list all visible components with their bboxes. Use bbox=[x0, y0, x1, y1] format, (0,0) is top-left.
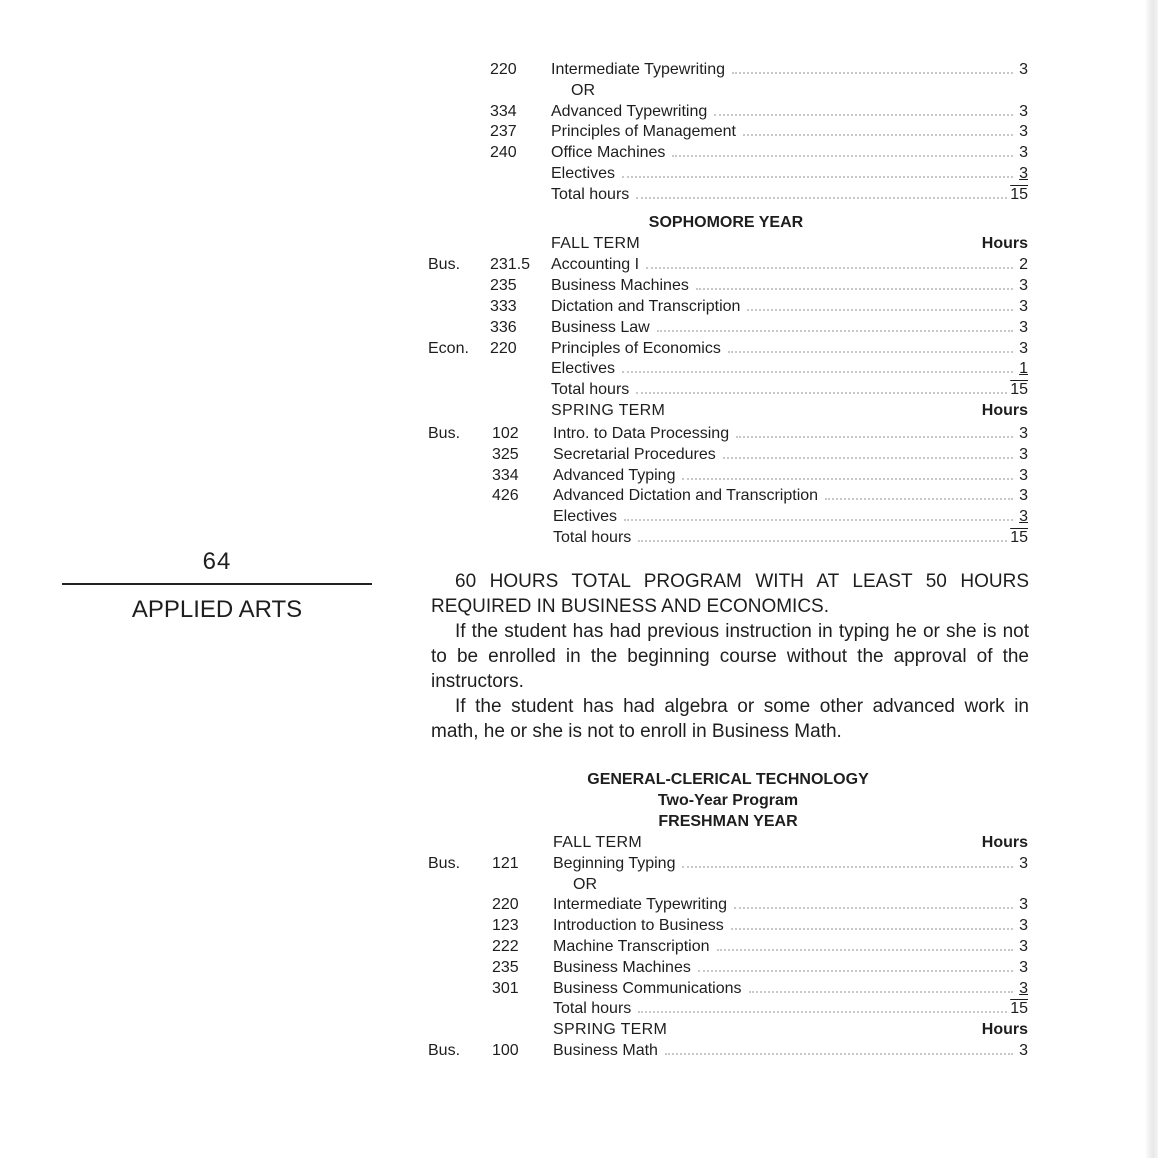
course-number: 333 bbox=[490, 297, 517, 315]
course-line bbox=[551, 163, 1028, 184]
term-header-row bbox=[428, 1019, 1028, 1040]
course-line bbox=[551, 296, 1028, 317]
course-title: Total hours bbox=[553, 1000, 632, 1018]
course-line bbox=[551, 80, 1028, 101]
dot-leader bbox=[747, 296, 1013, 311]
course-number: 231.5 bbox=[490, 255, 531, 273]
course-title: Business Math bbox=[553, 1042, 658, 1059]
heading-program: GENERAL-CLERICAL TECHNOLOGY bbox=[587, 771, 869, 788]
credit-hours: 1 bbox=[1019, 360, 1028, 378]
credit-hours: 3 bbox=[1019, 165, 1028, 182]
hours-column-label: Hours bbox=[981, 1021, 1028, 1039]
dot-leader bbox=[636, 184, 1007, 199]
course-row bbox=[428, 978, 1028, 999]
course-line bbox=[553, 1019, 1028, 1040]
dot-leader bbox=[638, 527, 1007, 542]
course-row bbox=[428, 358, 1028, 379]
course-line bbox=[553, 1040, 1028, 1061]
heading-sophomore-year: SOPHOMORE YEAR bbox=[648, 214, 804, 231]
course-row bbox=[428, 936, 1028, 957]
course-title: Intermediate Typewriting bbox=[551, 61, 726, 78]
credit-hours: 3 bbox=[1019, 938, 1028, 955]
course-title: Total hours bbox=[551, 381, 630, 399]
dot-leader bbox=[698, 957, 1013, 972]
dot-leader bbox=[672, 142, 1013, 157]
course-line bbox=[553, 465, 1028, 486]
credit-hours: 3 bbox=[1019, 466, 1028, 484]
course-row bbox=[428, 59, 1028, 80]
course-number: 121 bbox=[492, 854, 519, 872]
page-edge-shadow bbox=[1146, 0, 1158, 1158]
course-number: 123 bbox=[492, 917, 519, 935]
course-title: Accounting I bbox=[551, 255, 640, 273]
course-row bbox=[428, 338, 1028, 359]
heading-freshman-year: FRESHMAN YEAR bbox=[658, 813, 798, 830]
course-row bbox=[428, 317, 1028, 338]
dot-leader bbox=[622, 163, 1013, 178]
course-number: 237 bbox=[490, 123, 517, 141]
note-total-hours: 60 HOURS TOTAL PROGRAM WITH AT LEAST 50 HOURS REQUIRED IN BUSINESS AND ECONOMICS. bbox=[431, 571, 1029, 617]
course-number: 301 bbox=[492, 979, 519, 997]
course-line bbox=[553, 957, 1028, 978]
course-line bbox=[551, 184, 1028, 205]
course-line bbox=[551, 400, 1028, 421]
course-number: 334 bbox=[492, 466, 519, 484]
course-line bbox=[553, 832, 1028, 853]
course-line bbox=[553, 485, 1028, 506]
term-header-row bbox=[428, 233, 1028, 254]
course-title: Electives bbox=[551, 165, 616, 182]
course-title: OR bbox=[573, 875, 597, 893]
dot-leader bbox=[728, 338, 1013, 353]
course-line bbox=[553, 874, 1028, 895]
course-line bbox=[553, 936, 1028, 957]
term-label: FALL TERM bbox=[553, 834, 642, 851]
course-title: Business Communications bbox=[553, 979, 742, 997]
course-number: 222 bbox=[492, 938, 519, 955]
dot-leader bbox=[714, 101, 1013, 116]
department-prefix: Econ. bbox=[428, 339, 469, 357]
credit-hours: 3 bbox=[1019, 276, 1028, 294]
credit-hours: 3 bbox=[1019, 508, 1028, 526]
credit-hours: 3 bbox=[1019, 425, 1028, 442]
heading-two-year: Two-Year Program bbox=[657, 792, 799, 809]
credit-hours: 3 bbox=[1019, 297, 1028, 315]
course-number: 325 bbox=[492, 445, 519, 463]
course-line bbox=[551, 338, 1028, 359]
course-line bbox=[551, 121, 1028, 142]
course-row bbox=[428, 296, 1028, 317]
course-line bbox=[553, 998, 1028, 1019]
credit-hours: 3 bbox=[1019, 102, 1028, 120]
spacer bbox=[669, 400, 982, 421]
credit-hours: 3 bbox=[1019, 896, 1028, 914]
course-title: Secretarial Procedures bbox=[553, 445, 716, 463]
course-line bbox=[551, 275, 1028, 296]
dot-leader bbox=[636, 379, 1007, 394]
credit-hours: 3 bbox=[1019, 1042, 1028, 1059]
course-number: 220 bbox=[490, 61, 517, 78]
course-number: 235 bbox=[490, 276, 517, 294]
course-title: Intro. to Data Processing bbox=[553, 425, 730, 442]
course-title: Beginning Typing bbox=[553, 854, 676, 872]
dot-leader bbox=[743, 121, 1013, 136]
course-row bbox=[428, 184, 1028, 205]
course-title: Electives bbox=[553, 508, 618, 526]
course-row bbox=[428, 894, 1028, 915]
hours-column-label: Hours bbox=[981, 402, 1028, 420]
course-title: Advanced Dictation and Transcription bbox=[553, 487, 819, 505]
course-line bbox=[551, 379, 1028, 400]
course-line bbox=[553, 978, 1028, 999]
course-row bbox=[428, 465, 1028, 486]
course-row bbox=[428, 423, 1028, 444]
course-row bbox=[428, 101, 1028, 122]
dot-leader bbox=[682, 465, 1013, 480]
department-prefix: Bus. bbox=[428, 854, 461, 872]
course-line bbox=[553, 853, 1028, 874]
course-title: Advanced Typing bbox=[553, 466, 676, 484]
course-title: Intermediate Typewriting bbox=[553, 896, 728, 914]
course-title: Dictation and Transcription bbox=[551, 297, 741, 315]
course-number: 102 bbox=[492, 425, 519, 442]
course-number: 426 bbox=[492, 487, 519, 505]
credit-hours: 3 bbox=[1019, 123, 1028, 141]
term-label: FALL TERM bbox=[551, 235, 640, 252]
course-title: Advanced Typewriting bbox=[551, 102, 708, 120]
course-number: 220 bbox=[492, 896, 519, 914]
page-number: 64 bbox=[202, 548, 232, 575]
credit-hours: 3 bbox=[1019, 979, 1028, 997]
credit-hours: 3 bbox=[1019, 61, 1028, 78]
course-line bbox=[553, 444, 1028, 465]
course-line bbox=[551, 358, 1028, 379]
department-prefix: Bus. bbox=[428, 255, 461, 273]
course-line bbox=[553, 527, 1028, 548]
course-number: 334 bbox=[490, 102, 517, 120]
dot-leader bbox=[657, 317, 1013, 332]
dot-leader bbox=[665, 1040, 1013, 1055]
course-row bbox=[428, 142, 1028, 163]
course-number: 220 bbox=[490, 339, 517, 357]
course-row bbox=[428, 957, 1028, 978]
credit-hours: 3 bbox=[1019, 318, 1028, 336]
dot-leader bbox=[682, 853, 1013, 868]
course-line bbox=[553, 915, 1028, 936]
term-header-row bbox=[428, 832, 1028, 853]
course-title: Total hours bbox=[551, 185, 630, 203]
course-row bbox=[428, 998, 1028, 1019]
or-row bbox=[428, 80, 1028, 101]
course-row bbox=[428, 254, 1028, 275]
dot-leader bbox=[731, 915, 1013, 930]
course-number: 235 bbox=[492, 958, 519, 976]
course-line bbox=[553, 423, 1028, 444]
course-title: Total hours bbox=[553, 529, 632, 546]
course-line bbox=[551, 317, 1028, 338]
course-row bbox=[428, 853, 1028, 874]
credit-hours: 15 bbox=[1010, 185, 1028, 203]
dot-leader bbox=[732, 59, 1013, 74]
course-line bbox=[553, 894, 1028, 915]
course-row bbox=[428, 379, 1028, 400]
course-number: 240 bbox=[490, 144, 517, 162]
credit-hours: 3 bbox=[1019, 917, 1028, 935]
or-row bbox=[428, 874, 1028, 895]
credit-hours: 15 bbox=[1010, 529, 1028, 546]
course-row bbox=[428, 527, 1028, 548]
dot-leader bbox=[624, 506, 1013, 521]
course-line bbox=[551, 233, 1028, 254]
dot-leader bbox=[622, 358, 1013, 373]
dot-leader bbox=[749, 978, 1013, 993]
credit-hours: 15 bbox=[1010, 381, 1028, 399]
course-line bbox=[551, 254, 1028, 275]
course-title: Business Law bbox=[551, 318, 650, 336]
course-row bbox=[428, 121, 1028, 142]
hours-column-label: Hours bbox=[981, 834, 1028, 851]
spacer bbox=[646, 832, 982, 853]
program-notes bbox=[431, 569, 1029, 744]
course-title: Office Machines bbox=[551, 144, 666, 162]
credit-hours: 3 bbox=[1019, 854, 1028, 872]
dot-leader bbox=[736, 423, 1013, 438]
course-row bbox=[428, 915, 1028, 936]
term-header-row bbox=[428, 400, 1028, 421]
credit-hours: 15 bbox=[1010, 1000, 1028, 1018]
dot-leader bbox=[646, 254, 1013, 269]
course-title: Electives bbox=[551, 360, 616, 378]
course-title: Principles of Economics bbox=[551, 339, 721, 357]
dot-leader bbox=[723, 444, 1013, 459]
course-row bbox=[428, 1040, 1028, 1061]
dot-leader bbox=[696, 275, 1013, 290]
section-title: APPLIED ARTS bbox=[131, 596, 303, 623]
dot-leader bbox=[734, 894, 1013, 909]
course-row bbox=[428, 275, 1028, 296]
course-number: 336 bbox=[490, 318, 517, 336]
term-label: SPRING TERM bbox=[551, 402, 666, 420]
dot-leader bbox=[638, 998, 1007, 1013]
spacer bbox=[644, 233, 982, 254]
term-label: SPRING TERM bbox=[553, 1021, 668, 1039]
course-line bbox=[553, 506, 1028, 527]
credit-hours: 2 bbox=[1019, 255, 1028, 273]
course-row bbox=[428, 444, 1028, 465]
divider-rule bbox=[62, 583, 372, 585]
course-line bbox=[551, 101, 1028, 122]
course-title: Introduction to Business bbox=[553, 917, 724, 935]
spacer bbox=[671, 1019, 982, 1040]
course-title: Principles of Management bbox=[551, 123, 736, 141]
course-line bbox=[551, 142, 1028, 163]
department-prefix: Bus. bbox=[428, 425, 461, 442]
credit-hours: 3 bbox=[1019, 144, 1028, 162]
dot-leader bbox=[825, 485, 1013, 500]
note-typing-instruction: If the student has had previous instruction in typing he or she is not to be enrolled in the beginning course without the approval of the instructors. bbox=[431, 621, 1029, 692]
credit-hours: 3 bbox=[1019, 487, 1028, 505]
course-line bbox=[551, 59, 1028, 80]
course-row bbox=[428, 163, 1028, 184]
course-title: OR bbox=[571, 81, 595, 99]
course-number: 100 bbox=[492, 1042, 519, 1059]
course-title: Business Machines bbox=[553, 958, 691, 976]
credit-hours: 3 bbox=[1019, 445, 1028, 463]
dot-leader bbox=[717, 936, 1013, 951]
course-row bbox=[428, 506, 1028, 527]
credit-hours: 3 bbox=[1019, 339, 1028, 357]
department-prefix: Bus. bbox=[428, 1042, 461, 1059]
note-business-math: If the student has had algebra or some other advanced work in math, he or she is not to enroll in Business Math. bbox=[431, 696, 1029, 742]
credit-hours: 3 bbox=[1019, 958, 1028, 976]
course-title: Machine Transcription bbox=[553, 938, 710, 955]
course-title: Business Machines bbox=[551, 276, 689, 294]
course-row bbox=[428, 485, 1028, 506]
hours-column-label: Hours bbox=[981, 235, 1028, 252]
